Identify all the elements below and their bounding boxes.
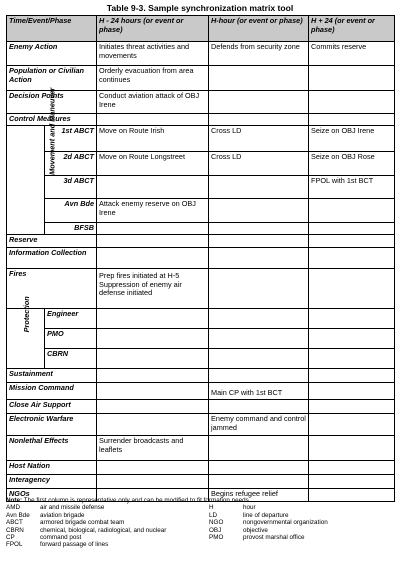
cell — [97, 309, 209, 329]
header-row — [7, 16, 395, 42]
row-label-mission-command: Mission Command — [7, 383, 97, 400]
cell: Cross LD — [209, 152, 309, 176]
cell: Conduct aviation attack of OBJ Irene — [97, 91, 209, 114]
abbreviation-item — [209, 534, 394, 541]
cell — [309, 349, 395, 369]
cell — [309, 414, 395, 436]
table-row — [7, 414, 395, 436]
abbreviation-item — [209, 519, 394, 526]
abbreviation-column-right — [191, 504, 394, 548]
table-row — [7, 199, 395, 223]
abbreviation-term: FPOL — [6, 541, 23, 549]
fires-sead-text: Suppression of enemy air defense initiated — [99, 279, 182, 298]
row-label-ngos: NGOs — [7, 489, 97, 502]
header-time-event-phase: Time/Event/Phase — [7, 16, 97, 42]
abbreviation-term: CBRN — [6, 526, 24, 534]
cell: Defends from security zone — [209, 42, 309, 66]
abbreviation-definition: hour — [243, 504, 256, 512]
table-row — [7, 42, 395, 66]
cell — [309, 475, 395, 489]
table-note — [6, 497, 394, 549]
cell — [209, 176, 309, 199]
abbreviation-definition: nongovernmental organization — [243, 519, 328, 527]
section-label-movement-maneuver: Movement and Maneuver — [7, 126, 45, 235]
abbreviation-item — [209, 512, 394, 519]
row-label-3d-abct: 3d ABCT — [45, 176, 97, 199]
note-text: The first column is representative only and can be modified to fit formation needs. — [22, 497, 251, 504]
table-caption: Table 9-3. Sample synchronization matrix tool — [106, 3, 294, 13]
table-row — [7, 176, 395, 199]
abbreviation-item — [6, 504, 191, 511]
cell — [309, 248, 395, 269]
table-row — [7, 475, 395, 489]
cell — [97, 223, 209, 235]
synchronization-matrix-table — [6, 15, 395, 502]
abbreviation-term: H — [209, 504, 214, 512]
cell — [309, 235, 395, 248]
row-label-electronic-warfare: Electronic Warfare — [7, 414, 97, 436]
cell — [209, 369, 309, 383]
abbreviation-term: NGO — [209, 519, 224, 527]
abbreviation-item — [209, 504, 394, 511]
cell — [209, 309, 309, 329]
cell — [97, 475, 209, 489]
table-row — [7, 329, 395, 349]
cell — [97, 269, 209, 309]
cell: Attack enemy reserve on OBJ Irene — [97, 199, 209, 223]
table-row — [7, 269, 395, 309]
row-label-information-collection: Information Collection — [7, 248, 97, 269]
cell — [309, 91, 395, 114]
cell: Surrender broadcasts and leaflets — [97, 436, 209, 461]
abbreviation-item — [6, 534, 191, 541]
table-row — [7, 369, 395, 383]
table-row — [7, 152, 395, 176]
table-row — [7, 309, 395, 329]
cell — [309, 66, 395, 91]
abbreviation-definition: chemical, biological, radiological, and nuclear — [40, 526, 167, 534]
cell: Begins refugee relief — [209, 489, 309, 502]
cell: Main CP with 1st BCT — [209, 383, 309, 400]
table-row — [7, 126, 395, 152]
cell — [97, 383, 209, 400]
cell: Seize on OBJ Rose — [309, 152, 395, 176]
cell — [309, 369, 395, 383]
cell — [209, 199, 309, 223]
abbreviation-definition: air and missile defense — [40, 504, 105, 512]
cell — [209, 349, 309, 369]
abbreviation-term: PMO — [209, 534, 224, 542]
cell — [209, 400, 309, 414]
cell — [97, 349, 209, 369]
cell: Enemy command and control jammed — [209, 414, 309, 436]
cell — [209, 223, 309, 235]
abbreviation-term: CP — [6, 534, 15, 542]
row-label-interagency: Interagency — [7, 475, 97, 489]
header-h-minus-24: H - 24 hours (or event or phase) — [97, 16, 209, 42]
cell — [97, 114, 209, 126]
cell — [209, 114, 309, 126]
row-label-bfsb: BFSB — [45, 223, 97, 235]
row-label-enemy-action: Enemy Action — [7, 42, 97, 66]
cell — [309, 383, 395, 400]
cell — [209, 91, 309, 114]
abbreviation-definition: provost marshal office — [243, 534, 305, 542]
cell: Commits reserve — [309, 42, 395, 66]
abbreviation-item — [6, 541, 191, 548]
abbreviation-item — [6, 512, 191, 519]
row-label-sustainment: Sustainment — [7, 369, 97, 383]
row-label-host-nation: Host Nation — [7, 461, 97, 475]
table-row — [7, 461, 395, 475]
cell: Initiates threat activities and movements — [97, 42, 209, 66]
cell: Seize on OBJ Irene — [309, 126, 395, 152]
fires-prep-text: Prep fires initiated at H-5 — [99, 271, 180, 280]
cell — [309, 199, 395, 223]
abbreviation-column-left — [6, 504, 191, 548]
cell — [97, 400, 209, 414]
row-label-cbrn: CBRN — [45, 349, 97, 369]
table-row — [7, 349, 395, 369]
abbreviation-definition: armored brigade combat team — [40, 519, 125, 527]
header-h-plus-24: H + 24 (or event or phase) — [309, 16, 395, 42]
table-row — [7, 235, 395, 248]
abbreviation-list — [6, 504, 394, 548]
cell: Move on Route Irish — [97, 126, 209, 152]
cell — [309, 269, 395, 309]
cell — [97, 248, 209, 269]
cell — [97, 176, 209, 199]
abbreviation-definition: forward passage of lines — [40, 541, 109, 549]
cell: FPOL with 1st BCT — [309, 176, 395, 199]
note-heading: Note: — [6, 497, 23, 504]
cell — [309, 461, 395, 475]
table-row — [7, 114, 395, 126]
cell — [209, 329, 309, 349]
row-label-fires: Fires — [7, 269, 97, 309]
row-label-reserve: Reserve — [7, 235, 97, 248]
cell: Move on Route Longstreet — [97, 152, 209, 176]
row-label-avn-bde: Avn Bde — [45, 199, 97, 223]
abbreviation-definition: command post — [40, 534, 82, 542]
note-line — [6, 497, 394, 504]
cell — [309, 309, 395, 329]
row-label-nonlethal-effects: Nonlethal Effects — [7, 436, 97, 461]
cell — [97, 461, 209, 475]
cell — [209, 269, 309, 309]
cell — [97, 369, 209, 383]
table-row — [7, 436, 395, 461]
cell — [309, 329, 395, 349]
cell — [209, 235, 309, 248]
abbreviation-item — [6, 519, 191, 526]
cell: Cross LD — [209, 126, 309, 152]
cell — [209, 461, 309, 475]
row-label-control-measures: Control Measures — [7, 114, 97, 126]
abbreviation-definition: objective — [243, 526, 268, 534]
abbreviation-item — [209, 527, 394, 534]
abbreviation-definition: line of departure — [243, 511, 289, 519]
cell — [97, 329, 209, 349]
cell — [309, 400, 395, 414]
table-row — [7, 383, 395, 400]
cell — [209, 248, 309, 269]
abbreviation-term: ABCT — [6, 519, 23, 527]
header-h-hour: H-hour (or event or phase) — [209, 16, 309, 42]
table-row — [7, 223, 395, 235]
row-label-engineer: Engineer — [45, 309, 97, 329]
cell — [209, 66, 309, 91]
cell — [309, 114, 395, 126]
cell — [209, 436, 309, 461]
row-label-close-air-support: Close Air Support — [7, 400, 97, 414]
abbreviation-definition: aviation brigade — [40, 511, 85, 519]
section-label-protection: Protection — [7, 309, 45, 369]
abbreviation-term: Avn Bde — [6, 511, 30, 519]
cell: Orderly evacuation from area continues — [97, 66, 209, 91]
cell — [97, 414, 209, 436]
table-row — [7, 91, 395, 114]
row-label-pmo: PMO — [45, 329, 97, 349]
table-row — [7, 248, 395, 269]
abbreviation-term: LD — [209, 511, 218, 519]
cell — [309, 436, 395, 461]
abbreviation-item — [6, 527, 191, 534]
abbreviation-term: OBJ — [209, 526, 222, 534]
row-label-decision-points: Decision Points — [7, 91, 97, 114]
abbreviation-term: AMD — [6, 504, 20, 512]
cell — [309, 223, 395, 235]
table-row — [7, 400, 395, 414]
cell — [209, 475, 309, 489]
table-row — [7, 66, 395, 91]
row-label-1st-abct: 1st ABCT — [45, 126, 97, 152]
row-label-population-action: Population or Civilian Action — [7, 66, 97, 91]
row-label-2d-abct: 2d ABCT — [45, 152, 97, 176]
cell — [97, 235, 209, 248]
